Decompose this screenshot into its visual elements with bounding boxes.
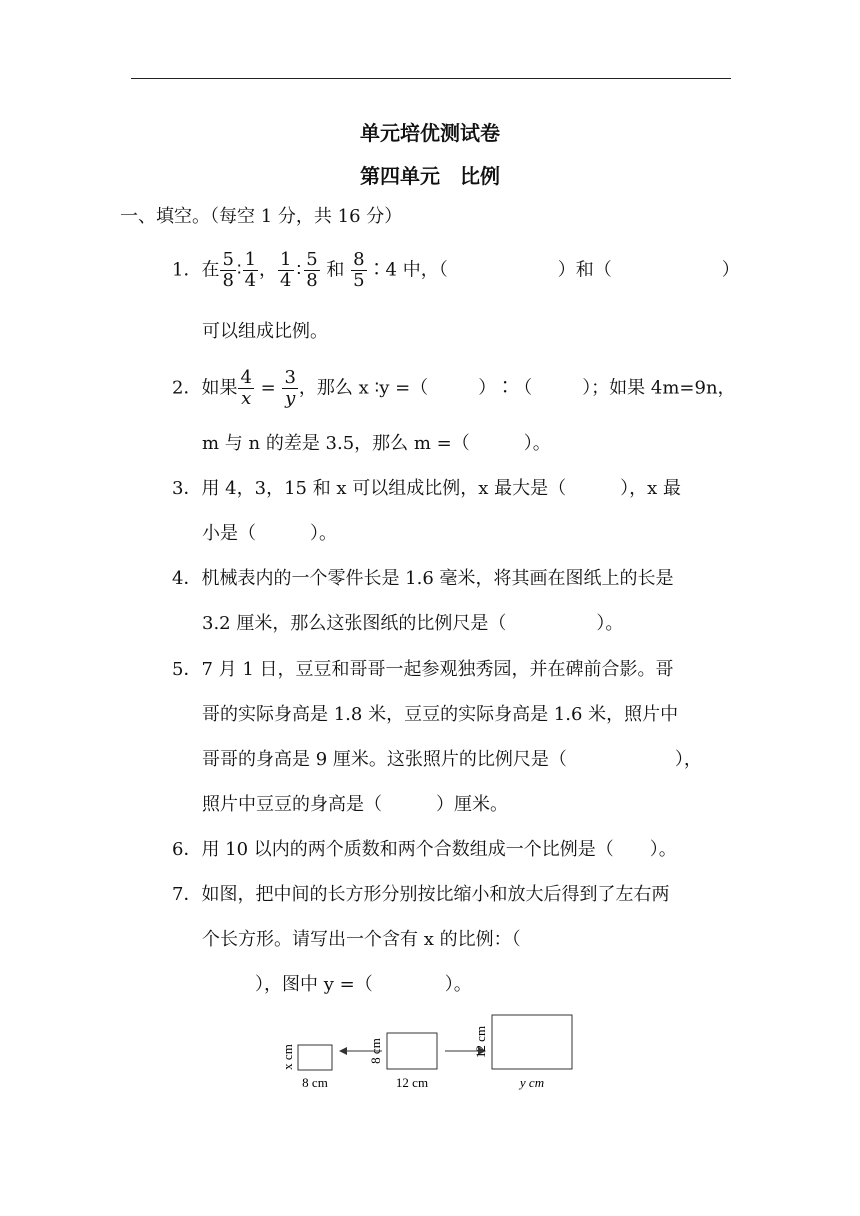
question-5-line-1: 5．7 月 1 日，豆豆和哥哥一起参观独秀园，并在碑前合影。哥 xyxy=(172,659,674,680)
question-7-line-1: 7．如图，把中间的长方形分别按比缩小和放大后得到了左右两 xyxy=(172,884,670,905)
question-1-line-1 xyxy=(172,250,740,291)
q1-colon-3: ∶4 中，（ xyxy=(367,259,448,281)
section-heading: 一、填空。（每空 1 分，共 16 分） xyxy=(120,206,403,227)
rectangles-figure xyxy=(270,1005,590,1100)
q1-number: 1． xyxy=(172,259,202,281)
question-6-line-1: 6．用 10 以内的两个质数和两个合数组成一个比例是（ ）。 xyxy=(172,839,677,860)
question-5-line-2: 哥的实际身高是 1.8 米，豆豆的实际身高是 1.6 米，照片中 xyxy=(202,704,679,725)
q1-pre: 在 xyxy=(201,259,220,281)
large-rect-height-label: 12 cm xyxy=(473,1025,488,1059)
q2-fraction-1: $\frac{4}{x}$ xyxy=(240,367,252,409)
q2-pre: 如果 xyxy=(201,377,238,399)
question-3-line-2: 小是（ ）。 xyxy=(202,523,337,544)
question-2-line-1 xyxy=(172,368,736,409)
question-5-line-4: 照片中豆豆的身高是（ ）厘米。 xyxy=(202,794,508,815)
question-2-line-2: m 与 n 的差是 3.5，那么 m =（ ）。 xyxy=(202,433,551,454)
question-1-line-2: 可以组成比例。 xyxy=(202,321,328,342)
question-4-line-2: 3.2 厘米，那么这张图纸的比例尺是（ ）。 xyxy=(202,613,624,634)
q1-fraction-4: $\frac{5}{8}$ xyxy=(306,249,318,291)
question-7-line-2: 个长方形。请写出一个含有 x 的比例：（ xyxy=(202,929,521,950)
question-7-line-3: ），图中 y =（ ）。 xyxy=(255,974,472,995)
middle-rectangle xyxy=(387,1033,437,1069)
q2-mid2: ）∶（ xyxy=(478,377,533,399)
middle-rect-height-label: 8 cm xyxy=(368,1038,383,1064)
small-rectangle xyxy=(298,1045,332,1070)
q1-colon-2: ∶ xyxy=(296,259,302,281)
page-subtitle: 第四单元 比例 xyxy=(360,164,500,188)
q2-fraction-2: $\frac{3}{y}$ xyxy=(284,367,296,409)
question-4-line-1: 4．机械表内的一个零件长是 1.6 毫米，将其画在图纸上的长是 xyxy=(172,568,674,589)
question-3-line-1: 3．用 4，3，15 和 x 可以组成比例，x 最大是（ ），x 最 xyxy=(172,478,682,499)
q1-and: 和 xyxy=(326,259,345,281)
large-rectangle xyxy=(492,1015,572,1069)
q2-number: 2． xyxy=(172,377,202,399)
q2-end: ）；如果 4m=9n， xyxy=(582,377,736,399)
q1-comma: ， xyxy=(259,259,278,281)
question-5-line-3: 哥哥的身高是 9 厘米。这张照片的比例尺是（ ）， xyxy=(202,749,702,770)
middle-rect-width-label: 12 cm xyxy=(395,1075,429,1090)
top-rule xyxy=(131,78,731,79)
q1-fraction-5: $\frac{8}{5}$ xyxy=(353,249,365,291)
q1-fraction-2: $\frac{1}{4}$ xyxy=(244,249,257,291)
q1-fraction-3: $\frac{1}{4}$ xyxy=(280,249,292,291)
q1-end: ） xyxy=(721,259,740,281)
large-rect-width-label: y cm xyxy=(519,1075,545,1090)
q1-colon-1: ∶ xyxy=(236,259,242,281)
small-rect-width-label: 8 cm xyxy=(302,1075,328,1090)
q2-equals: = xyxy=(260,377,276,399)
q1-mid: ）和（ xyxy=(557,259,612,281)
q2-mid: ，那么 x ∶y =（ xyxy=(298,377,429,399)
small-rect-height-label: x cm xyxy=(280,1044,295,1070)
page-title: 单元培优测试卷 xyxy=(360,121,500,145)
q1-fraction-1: $\frac{5}{8}$ xyxy=(222,249,234,291)
